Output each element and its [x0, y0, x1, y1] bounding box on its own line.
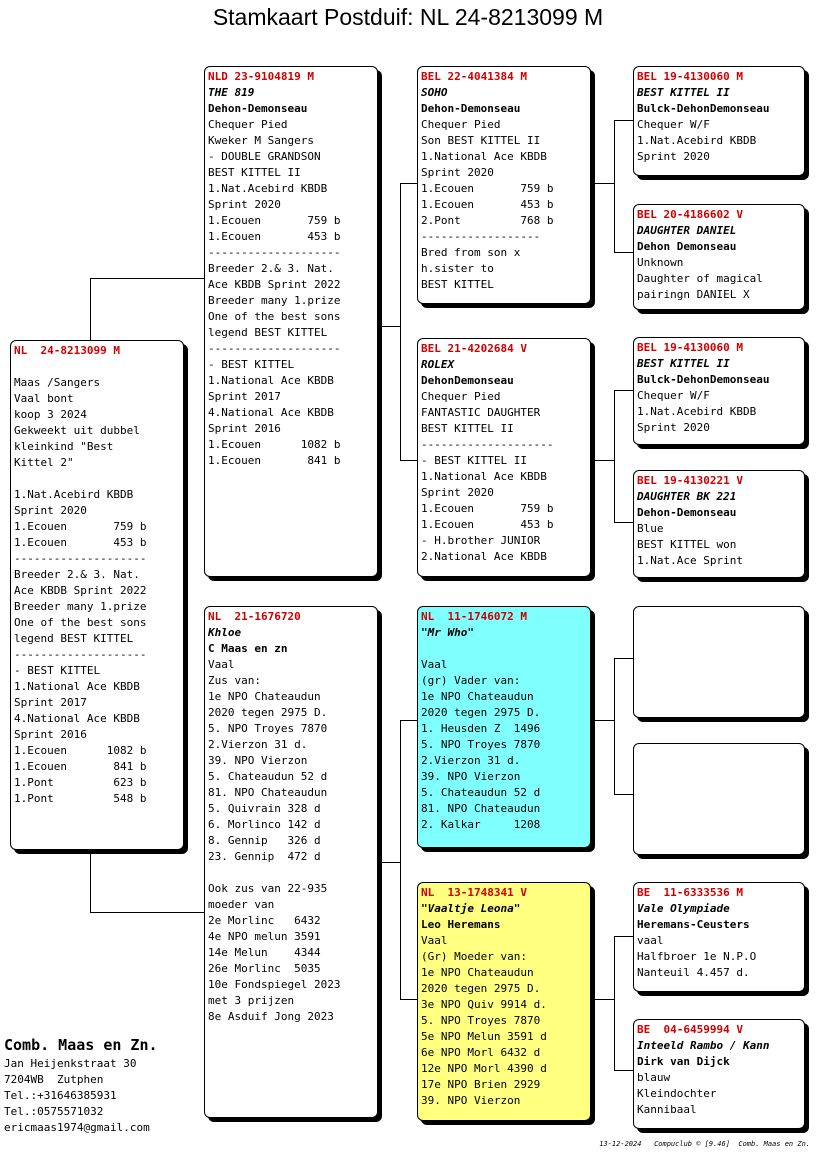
info-line: BEST KITTEL: [421, 278, 494, 291]
connector-line: [614, 794, 633, 795]
info-line: Kleindochter: [637, 1087, 717, 1100]
info-line: Chequer Pied: [208, 118, 288, 131]
info-line: 1.Nat.Ace Sprint: [637, 554, 743, 567]
info-line: Sprint 2017: [14, 696, 87, 709]
info-line: moeder van: [208, 898, 275, 911]
info-line: - DOUBLE GRANDSON: [208, 150, 321, 163]
info-line: 39. NPO Vierzon: [421, 1094, 521, 1107]
info-line: 17e NPO Brien 2929: [421, 1078, 541, 1091]
info-line: 14e Melun 4344: [208, 946, 321, 959]
info-line: 1.Nat.Acebird KBDB: [208, 182, 328, 195]
info-line: 1.Nat.Acebird KBDB: [637, 405, 757, 418]
info-line: Kweker M Sangers: [208, 134, 314, 147]
info-line: 10e Fondspiegel 2023: [208, 978, 341, 991]
info-line: 4e NPO melun 3591: [208, 930, 321, 943]
info-line: Unknown: [637, 256, 684, 269]
info-line: 39. NPO Vierzon: [208, 754, 308, 767]
info-line: 1.Ecouen 759 b: [421, 182, 554, 195]
info-line: Chequer Pied: [421, 390, 501, 403]
info-line: 1.National Ace KBDB: [421, 150, 547, 163]
info-line: 1.Ecouen 453 b: [421, 198, 554, 211]
breeder-name: Dehon-Demonseau: [421, 102, 521, 115]
info-line: Ace KBDB Sprint 2022: [208, 278, 341, 291]
info-line: 2.Pont 768 b: [421, 214, 554, 227]
info-line: h.sister to: [421, 262, 494, 275]
info-line: vaal: [637, 934, 664, 947]
info-line: Bred from son x: [421, 246, 521, 259]
ring-number: BEL 19-4130060 M: [637, 341, 743, 354]
breeder-name: Dehon Demonseau: [637, 240, 737, 253]
info-line: 1.Ecouen 453 b: [14, 536, 147, 549]
info-line: Vaal bont: [14, 392, 74, 405]
info-line: met 3 prijzen: [208, 994, 295, 1007]
breeder-name: DehonDemonseau: [421, 374, 514, 387]
connector-line: [614, 120, 633, 121]
info-line: 1.Nat.Acebird KBDB: [14, 488, 134, 501]
pigeon-card-sire-sire-sire[interactable]: [633, 66, 805, 176]
connector-line: [592, 183, 614, 184]
info-line: Breeder many 1.prize: [208, 294, 341, 307]
info-line: 1.Ecouen 453 b: [208, 230, 341, 243]
connector-line: [400, 183, 417, 184]
info-line: Sprint 2020: [637, 421, 710, 434]
info-line: BEST KITTEL II: [208, 166, 301, 179]
info-line: Sprint 2020: [208, 198, 281, 211]
info-line: Ook zus van 22-935: [208, 882, 328, 895]
breeder-name: Leo Heremans: [421, 918, 501, 931]
info-line: Gekweekt uit dubbel: [14, 424, 140, 437]
info-line: --------------------: [208, 342, 341, 355]
info-line: Kittel 2": [14, 456, 74, 469]
info-line: 1.Pont 623 b: [14, 776, 147, 789]
info-line: 1.Ecouen 759 b: [14, 520, 147, 533]
info-line: - BEST KITTEL: [14, 664, 101, 677]
info-line: 3e NPO Quiv 9914 d.: [421, 998, 547, 1011]
ring-number: NL 21-1676720: [208, 610, 301, 623]
connector-line: [90, 278, 91, 340]
info-line: 1.National Ace KBDB: [14, 680, 140, 693]
info-line: Chequer Pied: [421, 118, 501, 131]
pigeon-name: "Mr Who": [421, 626, 474, 639]
pigeon-name: SOHO: [421, 86, 448, 99]
pigeon-card-dam-sire-dam-empty[interactable]: [633, 743, 805, 855]
info-line: Sprint 2020: [637, 150, 710, 163]
pigeon-card-sire[interactable]: [204, 66, 378, 577]
pigeon-name: ROLEX: [421, 358, 455, 371]
info-line: One of the best sons: [14, 616, 147, 629]
pigeon-card-sire-sire-dam[interactable]: [633, 204, 805, 310]
connector-line: [614, 522, 633, 523]
breeder-name: Dehon-Demonseau: [637, 506, 737, 519]
connector-line: [614, 658, 633, 659]
info-line: 2.Vierzon 31 d.: [421, 754, 521, 767]
info-line: 12e NPO Morl 4390 d: [421, 1062, 547, 1075]
info-line: Breeder many 1.prize: [14, 600, 147, 613]
info-line: Vaal: [421, 658, 448, 671]
info-line: 6e NPO Morl 6432 d: [421, 1046, 541, 1059]
info-line: 8e Asduif Jong 2023: [208, 1010, 334, 1023]
info-line: Vaal: [421, 934, 448, 947]
info-line: pairingn DANIEL X: [637, 288, 750, 301]
connector-line: [614, 936, 633, 937]
connector-line: [90, 912, 204, 913]
info-line: 81. NPO Chateaudun: [208, 786, 328, 799]
breeder-name: Dehon-Demonseau: [208, 102, 308, 115]
breeder-name: C Maas en zn: [208, 642, 288, 655]
info-line: Son BEST KITTEL II: [421, 134, 541, 147]
pigeon-card-dam-dam[interactable]: [417, 882, 591, 1121]
pigeon-name: BEST KITTEL II: [637, 357, 730, 370]
info-line: 1.Ecouen 759 b: [208, 214, 341, 227]
ring-number: BEL 21-4202684 V: [421, 342, 527, 355]
info-line: 2020 tegen 2975 D.: [208, 706, 328, 719]
owner-email: ericmaas1974@gmail.com: [4, 1121, 150, 1134]
info-line: 4.National Ace KBDB: [14, 712, 140, 725]
connector-line: [400, 460, 417, 461]
owner-block: [4, 1034, 158, 1136]
pigeon-name: Inteeld Rambo / Kann: [637, 1039, 770, 1052]
ring-number: BE 11-6333536 M: [637, 886, 743, 899]
pigeon-name: DAUGHTER DANIEL: [637, 224, 737, 237]
info-line: [14, 471, 180, 487]
info-line: 1.National Ace KBDB: [208, 374, 334, 387]
info-line: 1.Ecouen 453 b: [421, 518, 554, 531]
info-line: 1e NPO Chateaudun: [421, 966, 534, 979]
connector-line: [592, 999, 614, 1000]
pigeon-name: "Vaaltje Leona": [421, 902, 521, 915]
info-line: Ace KBDB Sprint 2022: [14, 584, 147, 597]
info-line: (gr) Vader van:: [421, 674, 521, 687]
info-line: blauw: [637, 1071, 671, 1084]
info-line: Sprint 2020: [421, 486, 494, 499]
info-line: 5. Quivrain 328 d: [208, 802, 321, 815]
pigeon-name: THE 819: [208, 86, 255, 99]
owner-phone: Tel.:0575571032: [4, 1105, 104, 1118]
pigeon-name: DAUGHTER BK 221: [637, 490, 737, 503]
info-line: --------------------: [208, 246, 341, 259]
breeder-name: Dirk van Dijck: [637, 1055, 730, 1068]
info-line: Halfbroer 1e N.P.O: [637, 950, 757, 963]
pigeon-card-dam-dam-dam[interactable]: [633, 1019, 805, 1129]
info-line: 1.Ecouen 841 b: [208, 454, 341, 467]
info-line: ------------------: [421, 230, 541, 243]
pigeon-card-dam-sire[interactable]: [417, 606, 591, 848]
info-line: - H.brother JUNIOR: [421, 534, 541, 547]
info-line: - BEST KITTEL: [208, 358, 295, 371]
info-line: 1. Heusden Z 1496: [421, 722, 541, 735]
info-line: Chequer W/F: [637, 389, 710, 402]
info-line: 39. NPO Vierzon: [421, 770, 521, 783]
breeder-name: Bulck-DehonDemonseau: [637, 373, 770, 386]
connector-line: [400, 720, 417, 721]
info-line: 8. Gennip 326 d: [208, 834, 321, 847]
connector-line: [614, 1070, 633, 1071]
breeder-name: Bulck-DehonDemonseau: [637, 102, 770, 115]
info-line: 1.Ecouen 759 b: [421, 502, 554, 515]
connector-line: [614, 252, 633, 253]
owner-name: Comb. Maas en Zn.: [4, 1036, 158, 1054]
pigeon-card-dam-sire-sire-empty[interactable]: [633, 606, 805, 718]
connector-line: [614, 658, 615, 794]
info-line: [208, 865, 374, 881]
info-line: One of the best sons: [208, 310, 341, 323]
info-line: 5. NPO Troyes 7870: [421, 738, 541, 751]
connector-line: [378, 326, 400, 327]
info-line: 26e Morlinc 5035: [208, 962, 321, 975]
info-line: Sprint 2017: [208, 390, 281, 403]
info-line: 1.Nat.Acebird KBDB: [637, 134, 757, 147]
owner-phone-mobile: Tel.:+31646385931: [4, 1089, 117, 1102]
connector-line: [90, 850, 91, 912]
connector-line: [592, 460, 614, 461]
info-line: 1.Ecouen 1082 b: [14, 744, 147, 757]
info-line: Sprint 2020: [421, 166, 494, 179]
info-line: 1.Ecouen 841 b: [14, 760, 147, 773]
info-line: 2e Morlinc 6432: [208, 914, 321, 927]
pigeon-card-sire-dam-dam[interactable]: [633, 470, 805, 578]
info-line: Sprint 2020: [14, 504, 87, 517]
info-line: [421, 641, 587, 657]
info-line: Sprint 2016: [208, 422, 281, 435]
ring-number: NL 24-8213099 M: [14, 344, 120, 357]
info-line: - BEST KITTEL II: [421, 454, 527, 467]
breeder-name: Heremans-Ceusters: [637, 918, 750, 931]
connector-line: [614, 936, 615, 1070]
info-line: Vaal: [208, 658, 235, 671]
ring-number: NL 11-1746072 M: [421, 610, 527, 623]
info-line: 1e NPO Chateaudun: [208, 690, 321, 703]
connector-line: [400, 999, 417, 1000]
info-line: 1.National Ace KBDB: [421, 470, 547, 483]
info-line: 5e NPO Melun 3591 d: [421, 1030, 547, 1043]
info-line: 5. Chateaudun 52 d: [421, 786, 541, 799]
ring-number: BEL 19-4130221 V: [637, 474, 743, 487]
info-line: koop 3 2024: [14, 408, 87, 421]
info-line: Chequer W/F: [637, 118, 710, 131]
info-line: --------------------: [14, 648, 147, 661]
info-line: 1.Pont 548 b: [14, 792, 147, 805]
pigeon-name: BEST KITTEL II: [637, 86, 730, 99]
info-line: 2.Vierzon 31 d.: [208, 738, 308, 751]
info-line: Maas /Sangers: [14, 376, 101, 389]
info-line: --------------------: [14, 552, 147, 565]
connector-line: [400, 720, 401, 1000]
pigeon-card-subject[interactable]: [10, 340, 184, 850]
info-line: Daughter of magical: [637, 272, 763, 285]
info-line: Blue: [637, 522, 664, 535]
info-line: BEST KITTEL won: [637, 538, 737, 551]
info-line: Nanteuil 4.457 d.: [637, 966, 750, 979]
info-line: [14, 359, 180, 375]
info-line: BEST KITTEL II: [421, 422, 514, 435]
ring-number: NL 13-1748341 V: [421, 886, 527, 899]
info-line: 5. NPO Troyes 7870: [208, 722, 328, 735]
info-line: 6. Morlinco 142 d: [208, 818, 321, 831]
info-line: Breeder 2.& 3. Nat.: [208, 262, 334, 275]
page-title: Stamkaart Postduif: NL 24-8213099 M: [212, 4, 604, 30]
connector-line: [90, 278, 204, 279]
info-line: 23. Gennip 472 d: [208, 850, 321, 863]
info-line: 4.National Ace KBDB: [208, 406, 334, 419]
info-line: 81. NPO Chateaudun: [421, 802, 541, 815]
pigeon-name: Khloe: [208, 626, 242, 639]
info-line: 2020 tegen 2975 D.: [421, 982, 541, 995]
footer-credits: 13-12-2024 Compuclub © [9.46] Comb. Maas en Zn.: [599, 1140, 810, 1148]
info-line: Zus van:: [208, 674, 261, 687]
pigeon-card-sire-dam-sire[interactable]: [633, 337, 805, 445]
info-line: 5. Chateaudun 52 d: [208, 770, 328, 783]
connector-line: [614, 390, 633, 391]
pigeon-card-dam-dam-sire[interactable]: [633, 882, 805, 992]
info-line: (Gr) Moeder van:: [421, 950, 527, 963]
info-line: kleinkind "Best: [14, 440, 114, 453]
connector-line: [378, 862, 400, 863]
info-line: FANTASTIC DAUGHTER: [421, 406, 541, 419]
info-line: 2. Kalkar 1208: [421, 818, 541, 831]
info-line: legend BEST KITTEL: [208, 326, 328, 339]
info-line: 5. NPO Troyes 7870: [421, 1014, 541, 1027]
ring-number: BE 04-6459994 V: [637, 1023, 743, 1036]
connector-line: [614, 390, 615, 522]
info-line: Kannibaal: [637, 1103, 697, 1116]
info-line: 2020 tegen 2975 D.: [421, 706, 541, 719]
pigeon-name: Vale Olympiade: [637, 902, 730, 915]
ring-number: BEL 22-4041384 M: [421, 70, 527, 83]
ring-number: BEL 19-4130060 M: [637, 70, 743, 83]
ring-number: BEL 20-4186602 V: [637, 208, 743, 221]
info-line: 2.National Ace KBDB: [421, 550, 547, 563]
info-line: 1e NPO Chateaudun: [421, 690, 534, 703]
info-line: Breeder 2.& 3. Nat.: [14, 568, 140, 581]
connector-line: [400, 183, 401, 461]
ring-number: NLD 23-9104819 M: [208, 70, 314, 83]
info-line: --------------------: [421, 438, 554, 451]
pigeon-card-sire-dam[interactable]: [417, 338, 591, 577]
pigeon-card-sire-sire[interactable]: [417, 66, 591, 304]
info-line: legend BEST KITTEL: [14, 632, 134, 645]
owner-city: 7204WB Zutphen: [4, 1073, 104, 1086]
info-line: Sprint 2016: [14, 728, 87, 741]
connector-line: [592, 720, 614, 721]
info-line: 1.Ecouen 1082 b: [208, 438, 341, 451]
connector-line: [614, 120, 615, 252]
pigeon-card-dam[interactable]: [204, 606, 378, 1118]
owner-address: Jan Heijenkstraat 30: [4, 1057, 137, 1070]
